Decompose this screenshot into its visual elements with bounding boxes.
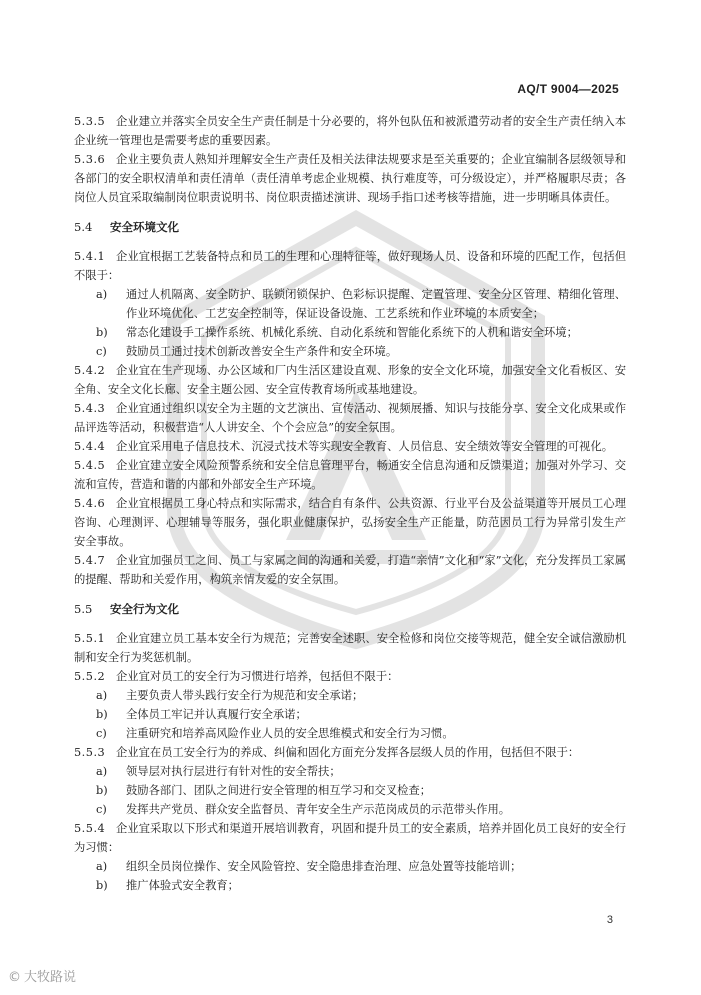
main-content (74, 112, 626, 895)
watermark-footer-icon: © (8, 970, 21, 985)
clause-5-4-7 (74, 551, 626, 589)
clause-number: 5.4.2 (74, 364, 106, 377)
list-marker: a) (96, 860, 108, 873)
clause-5-3-5 (74, 112, 626, 150)
list-item (74, 686, 626, 705)
list-item (74, 342, 626, 361)
watermark-footer (8, 966, 76, 985)
clause-5-5-2 (74, 667, 626, 686)
section-heading-5-4 (74, 218, 626, 237)
clause-text: 企业主要负责人熟知并理解安全生产责任及相关法律法规要求是至关重要的；企业宜编制各层级领导和各部门的安全职权清单和责任清单（责任清单考虑企业规模、执行难度等，可分级设定），并严格履职尽责；各岗位人员宜采取编制岗位职责说明书、岗位职责描述演讲、现场手指口述考核等措施，进一步明晰具体责任。 (74, 153, 626, 204)
clause-text: 企业宜在员工安全行为的养成、纠偏和固化方面充分发挥各层级人员的作用，包括但不限于： (116, 746, 580, 759)
clause-5-5-4 (74, 819, 626, 857)
clause-number: 5.3.6 (74, 153, 106, 166)
watermark-footer-text: 大牧路说 (24, 970, 77, 985)
clause-text: 企业宜对员工的安全行为习惯进行培养，包括但不限于： (116, 670, 399, 683)
list-marker: b) (96, 326, 108, 339)
clause-5-4-5 (74, 456, 626, 494)
list-marker: b) (96, 879, 108, 892)
list-item-text: 常态化建设手工操作系统、机械化系统、自动化系统和智能化系统下的人机和谐安全环境； (126, 326, 578, 339)
clause-text: 企业宜建立安全风险预警系统和安全信息管理平台，畅通安全信息沟通和反馈渠道；加强对外学习、交流和宣传，营造和谐的内部和外部安全生产环境。 (74, 459, 626, 491)
clause-number: 5.3.5 (74, 115, 106, 128)
section-number: 5.5 (74, 602, 93, 616)
list-marker: a) (96, 765, 108, 778)
list-marker: c) (96, 727, 107, 740)
clause-number: 5.5.1 (74, 632, 106, 645)
list-item (74, 800, 626, 819)
list-item (74, 724, 626, 743)
clause-5-3-6 (74, 150, 626, 207)
list-item-text: 鼓励各部门、团队之间进行安全管理的相互学习和交叉检查； (126, 784, 432, 797)
list-item-text: 推广体验式安全教育； (126, 879, 239, 892)
list-marker: b) (96, 784, 108, 797)
list-item-text: 发挥共产党员、群众安全监督员、青年安全生产示范岗成员的示范带头作用。 (126, 803, 511, 816)
list-item-text: 鼓励员工通过技术创新改善安全生产条件和安全环境。 (126, 345, 398, 358)
clause-number: 5.4.5 (74, 459, 106, 472)
list-item-text: 主要负责人带头践行安全行为规范和安全承诺； (126, 689, 364, 702)
section-heading-5-5 (74, 600, 626, 619)
section-number: 5.4 (74, 220, 93, 234)
clause-text: 企业宜加强员工之间、员工与家属之间的沟通和关爱，打造“亲情”文化和“家”文化，充分发挥员工家属的提醒、帮助和关爱作用，构筑亲情友爱的安全氛围。 (74, 554, 626, 586)
clause-text: 企业宜根据工艺装备特点和员工的生理和心理特征等，做好现场人员、设备和环境的匹配工作，包括但不限于： (74, 250, 626, 282)
clause-text: 企业宜根据员工身心特点和实际需求，结合自有条件、公共资源、行业平台及公益渠道等开展员工心理咨询、心理测评、心理辅导等服务，强化职业健康保护，弘扬安全生产正能量，防范因员工行为异常引发生产安全事故。 (74, 497, 626, 548)
clause-text: 企业宜采取以下形式和渠道开展培训教育，巩固和提升员工的安全素质，培养并固化员工良好的安全行为习惯： (74, 822, 626, 854)
list-marker: a) (96, 689, 108, 702)
list-item-text: 组织全员岗位操作、安全风险管控、安全隐患排查治理、应急处置等技能培训； (126, 860, 522, 873)
clause-number: 5.5.3 (74, 746, 106, 759)
clause-number: 5.4.4 (74, 440, 106, 453)
clause-5-5-3 (74, 743, 626, 762)
clause-text: 企业建立并落实全员安全生产责任制是十分必要的，将外包队伍和被派遣劳动者的安全生产责任纳入本企业统一管理也是需要考虑的重要因素。 (74, 115, 626, 147)
clause-text: 企业宜在生产现场、办公区域和厂内生活区建设直观、形象的安全文化环境，加强安全文化看板区、安全角、安全文化长廊、安全主题公园、安全宣传教育场所或基地建设。 (74, 364, 626, 396)
clause-5-4-3 (74, 399, 626, 437)
clause-text: 企业宜采用电子信息技术、沉浸式技术等实现安全教育、人员信息、安全绩效等安全管理的可视化。 (116, 440, 614, 453)
list-item (74, 781, 626, 800)
list-item-text: 通过人机隔离、安全防护、联锁闭锁保护、色彩标识提醒、定置管理、安全分区管理、精细化管理、作业环境优化、工艺安全控制等，保证设备设施、工艺系统和作业环境的本质安全； (126, 288, 626, 320)
clause-text: 企业宜建立员工基本安全行为规范；完善安全述职、安全检修和岗位交接等规范，健全安全诚信激励机制和安全行为奖惩机制。 (74, 632, 626, 664)
list-item (74, 323, 626, 342)
list-item-text: 领导层对执行层进行有针对性的安全帮扶； (126, 765, 341, 778)
section-title: 安全环境文化 (110, 220, 179, 234)
clause-number: 5.4.7 (74, 554, 106, 567)
clause-number: 5.5.2 (74, 670, 106, 683)
list-item-text: 注重研究和培养高风险作业人员的安全思维模式和安全行为习惯。 (126, 727, 454, 740)
clause-number: 5.5.4 (74, 822, 106, 835)
clause-5-5-1 (74, 629, 626, 667)
list-item (74, 762, 626, 781)
list-item (74, 705, 626, 724)
clause-5-4-4 (74, 437, 626, 456)
clause-5-4-2 (74, 361, 626, 399)
list-marker: b) (96, 708, 108, 721)
standard-code: AQ/T 9004—2025 (517, 82, 619, 96)
list-item (74, 285, 626, 323)
list-item (74, 857, 626, 876)
clause-number: 5.4.1 (74, 250, 106, 263)
page-number: 3 (606, 914, 613, 926)
clause-text: 企业宜通过组织以安全为主题的文艺演出、宣传活动、视频展播、知识与技能分享、安全文化成果或作品评选等活动，积极营造“人人讲安全、个个会应急”的安全氛围。 (74, 402, 626, 434)
list-marker: c) (96, 803, 107, 816)
list-item (74, 876, 626, 895)
clause-5-4-6 (74, 494, 626, 551)
list-marker: a) (96, 288, 108, 301)
clause-5-4-1 (74, 247, 626, 285)
section-title: 安全行为文化 (110, 602, 179, 616)
clause-number: 5.4.6 (74, 497, 106, 510)
clause-number: 5.4.3 (74, 402, 106, 415)
list-marker: c) (96, 345, 107, 358)
list-item-text: 全体员工牢记并认真履行安全承诺； (126, 708, 307, 721)
